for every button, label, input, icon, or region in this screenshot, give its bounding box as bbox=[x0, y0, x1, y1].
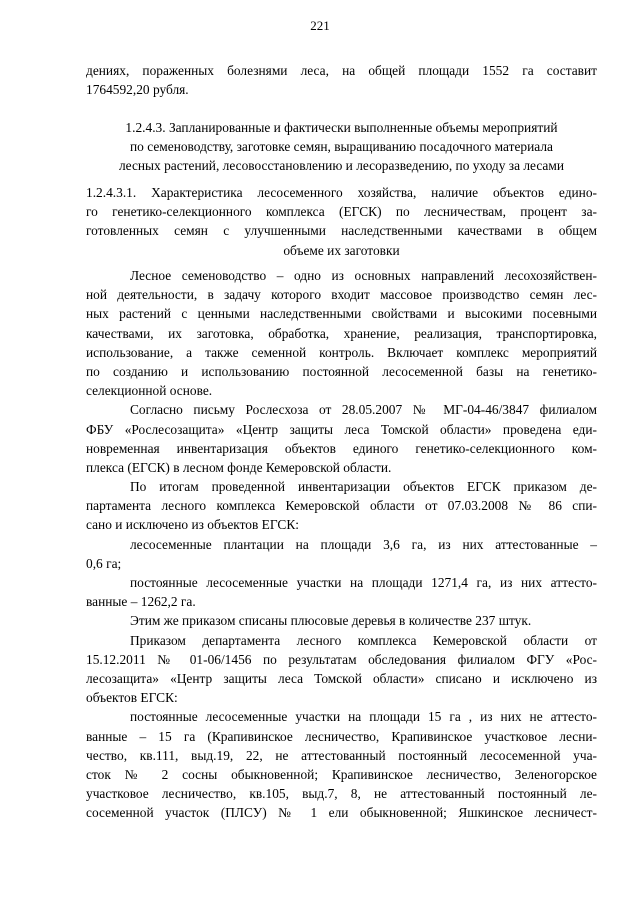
text-line: ванные – 15 га (Крапивинское лесничество, Крапивинское участковое лесни- bbox=[86, 728, 597, 744]
heading-line: 1.2.4.3. Запланированные и фактически выполненные объемы мероприятий bbox=[125, 120, 558, 135]
text-line: сосеменной участок (ПЛСУ) № 1 ели обыкновенной; Яшкинское лесничест- bbox=[86, 805, 597, 821]
text-line: партамента лесного комплекса Кемеровской области от 07.03.2008 № 86 спи- bbox=[86, 498, 597, 514]
page-number: 221 bbox=[310, 18, 330, 33]
subsection-heading bbox=[86, 183, 597, 260]
text-line: лесосеменные плантации на площади 3,6 га, из них аттестованные – bbox=[130, 536, 597, 552]
text-line: Согласно письму Рослесхоза от 28.05.2007 № МГ-04-46/3847 филиалом bbox=[130, 402, 597, 418]
text-line: постоянные лесосеменные участки на площади 1271,4 га, из них аттесто- bbox=[130, 575, 597, 590]
text-line: ных растений с ценными наследственными свойствами и высокими посевными bbox=[86, 306, 597, 322]
heading-line: го генетико-селекционного комплекса (ЕГСК) по лесничествам, процент за- bbox=[86, 204, 597, 220]
text-line: Этим же приказом списаны плюсовые деревья в количестве 237 штук. bbox=[130, 613, 532, 629]
text-line: Лесное семеноводство – одно из основных направлений лесохозяйствен- bbox=[130, 268, 597, 283]
text-line: селекционной основе. bbox=[86, 383, 213, 399]
heading-line: по семеноводству, заготовке семян, выращиванию посадочного материала bbox=[130, 139, 553, 155]
intro-paragraph bbox=[86, 61, 597, 99]
section-heading bbox=[86, 118, 597, 176]
text-line: объектов ЕГСК: bbox=[86, 690, 178, 706]
text-line: лесозащита» «Центр защиты леса Томской области» списано и исключено из bbox=[86, 670, 597, 686]
text-line: 0,6 га; bbox=[86, 555, 122, 571]
text-line: чество, кв.111, выд.19, 22, не аттестованный постоянный лесосеменной уча- bbox=[86, 747, 597, 763]
text-line: По итогам проведенной инвентаризации объектов ЕГСК приказом де- bbox=[130, 479, 597, 495]
text-line: Приказом департамента лесного комплекса Кемеровской области от bbox=[130, 632, 597, 648]
text-line: 1764592,20 рубля. bbox=[86, 82, 189, 98]
text-line: качествами, их заготовка, обработка, хранение, реализация, транспортировка, bbox=[86, 325, 597, 341]
text-line: по созданию и использованию постоянной лесосеменной базы на генетико- bbox=[86, 363, 597, 379]
text-line: использование, а также семенной контроль. Включает комплекс мероприятий bbox=[86, 344, 597, 360]
heading-line: готовленных семян с улучшенными наследственными качествами в общем bbox=[86, 223, 597, 239]
text-line: ной деятельности, в задачу которого входит массовое производство семян лес- bbox=[86, 287, 597, 303]
heading-line: 1.2.4.3.1. Характеристика лесосеменного хозяйства, наличие объектов едино- bbox=[86, 185, 597, 200]
heading-line: лесных растений, лесовосстановлению и лесоразведению, по уходу за лесами bbox=[118, 158, 565, 174]
text-line: плекса (ЕГСК) в лесном фонде Кемеровской области. bbox=[86, 459, 392, 475]
text-line: дениях, пораженных болезнями леса, на общей площади 1552 га составит bbox=[86, 63, 597, 78]
text-line: сано и исключено из объектов ЕГСК: bbox=[86, 517, 299, 533]
text-line: сток № 2 сосны обыкновенной; Крапивинское лесничество, Зеленогорское bbox=[86, 766, 597, 782]
text-line: постоянные лесосеменные участки на площади 15 га , из них не аттесто- bbox=[130, 709, 597, 725]
text-line: новременная инвентаризация объектов единого генетико-селекционного ком- bbox=[86, 440, 597, 456]
text-line: участковое лесничество, кв.105, выд.7, 8, не аттестованный постоянный ле- bbox=[86, 786, 597, 802]
text-line: 15.12.2011 № 01-06/1456 по результатам обследования филиалом ФГУ «Рос- bbox=[86, 651, 597, 667]
heading-line: объеме их заготовки bbox=[283, 242, 400, 258]
body-text bbox=[86, 266, 597, 822]
text-line: ФБУ «Рослесозащита» «Центр защиты леса Томской области» проведена еди- bbox=[86, 421, 597, 437]
text-line: ванные – 1262,2 га. bbox=[86, 594, 196, 610]
